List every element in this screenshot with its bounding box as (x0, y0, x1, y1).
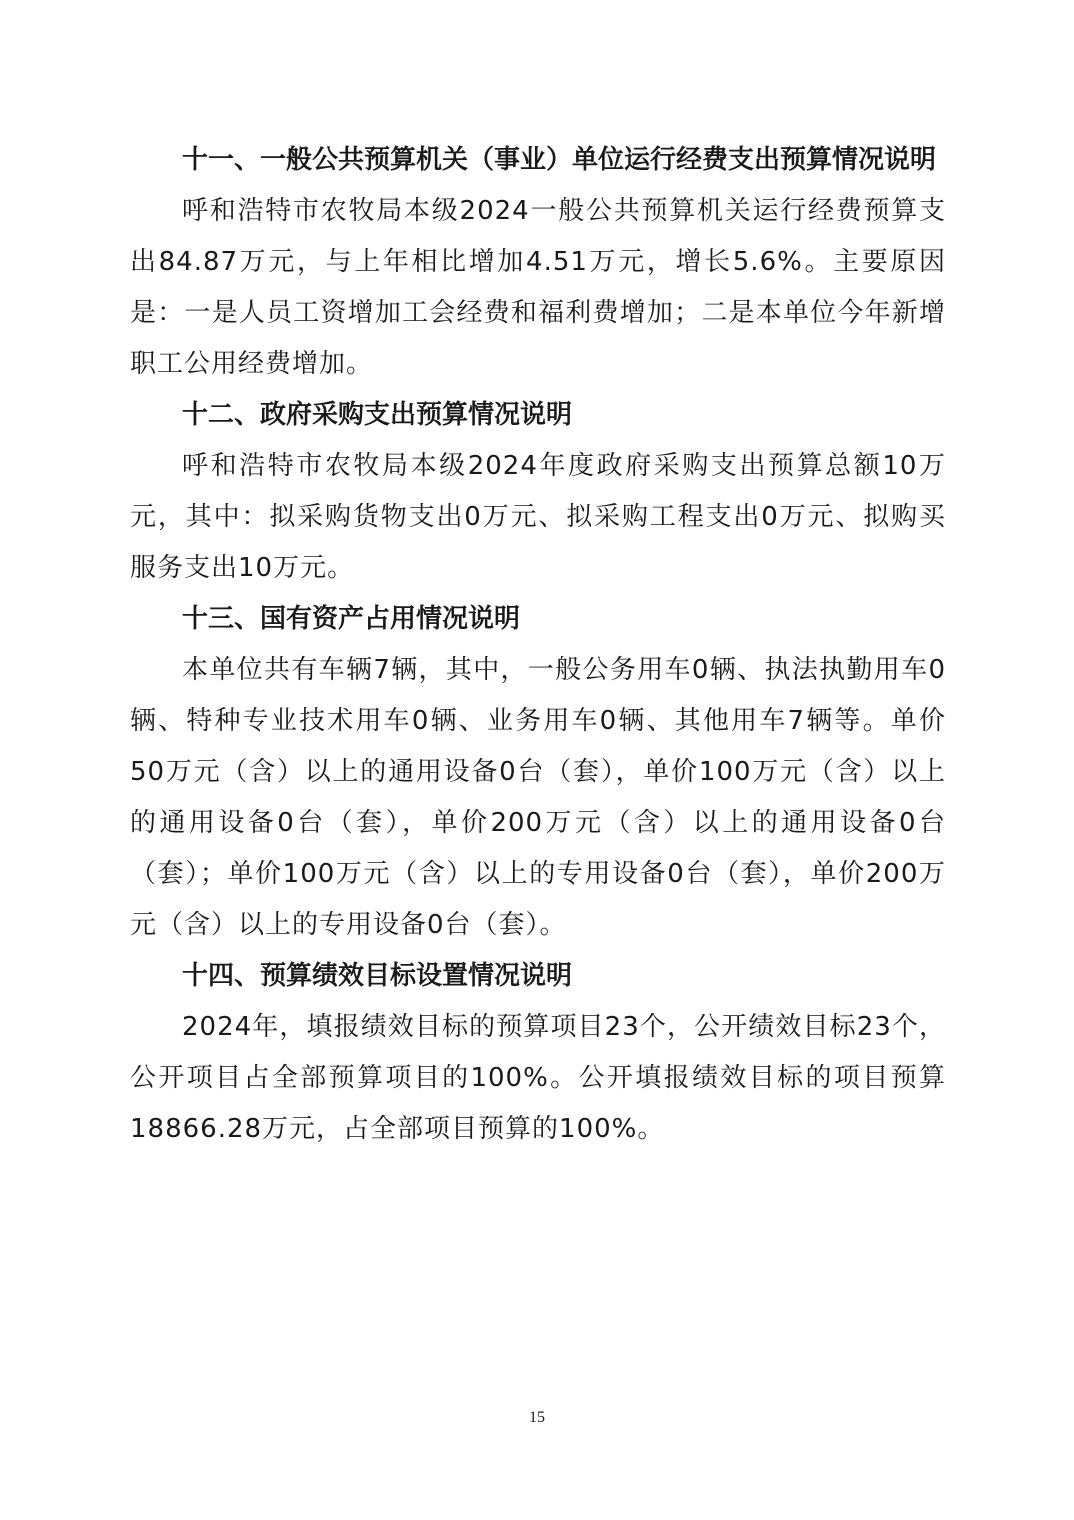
section-heading-11: 十一、一般公共预算机关（事业）单位运行经费支出预算情况说明 (182, 145, 937, 175)
section-heading-13: 十三、国有资产占用情况说明 (182, 604, 521, 634)
section-12-paragraph: 呼和浩特市农牧局本级2024年度政府采购支出预算总额10万元，其中：拟采购货物支出0万元、拟采购工程支出0万元、拟购买服务支出10万元。 (130, 451, 946, 583)
page-number: 15 (529, 1409, 545, 1426)
section-13-paragraph: 本单位共有车辆7辆，其中，一般公务用车0辆、执法执勤用车0辆、特种专业技术用车0辆、业务用车0辆、其他用车7辆等。单价50万元（含）以上的通用设备0台（套），单价100万元（含）以上的通用设备0台（套），单价200万元（含）以上的通用设备0台（套）；单价100万元（含）以上的专用设备0台（套），单价200万元（含）以上的专用设备0台（套）。 (130, 655, 946, 940)
section-heading-12: 十二、政府采购支出预算情况说明 (182, 400, 573, 430)
document-body (130, 135, 946, 1155)
section-11-paragraph: 呼和浩特市农牧局本级2024一般公共预算机关运行经费预算支出84.87万元，与上年相比增加4.51万元，增长5.6%。主要原因是：一是人员工资增加工会经费和福利费增加；二是本单位今年新增职工公用经费增加。 (130, 196, 946, 379)
section-heading-14: 十四、预算绩效目标设置情况说明 (182, 961, 573, 991)
section-14-paragraph: 2024年，填报绩效目标的预算项目23个，公开绩效目标23个，公开项目占全部预算项目的100%。公开填报绩效目标的项目预算18866.28万元，占全部项目预算的100%。 (130, 1012, 946, 1144)
